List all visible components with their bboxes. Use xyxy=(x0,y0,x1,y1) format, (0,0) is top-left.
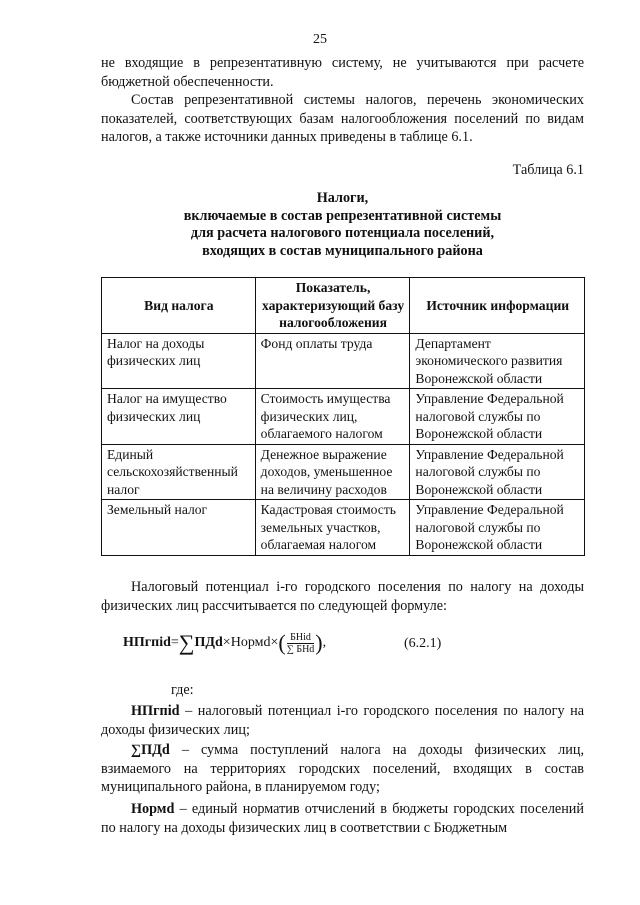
table-cell: Управление Федеральной налоговой службы по Воронежской области xyxy=(410,389,585,445)
table-row xyxy=(102,444,585,500)
definition-symbol: ∑ПДd xyxy=(131,742,170,758)
fraction-denominator: ∑ БНd xyxy=(286,643,315,655)
where-label: где: xyxy=(171,682,194,698)
table-cell: Налог на имущество физических лиц xyxy=(102,389,256,445)
table-cell: Кадастровая стоимость земельных участков, облагаемая налогом xyxy=(255,500,410,556)
definition-text: – налоговый потенциал i-го городского поселения по налогу на доходы физических лиц; xyxy=(101,703,584,738)
definition-text: – сумма поступлений налога на доходы физических лиц, взимаемого на территориях городских поселений, входящих в состав муниципального района, в планируемом году; xyxy=(101,742,584,795)
table-cell: Стоимость имущества физических лиц, облагаемого налогом xyxy=(255,389,410,445)
page-number: 25 xyxy=(313,32,327,47)
formula-intro: Налоговый потенциал i-го городского поселения по налогу на доходы физических лиц рассчитывается по следующей формуле: xyxy=(101,579,584,614)
formula-sum-pd: ПДd xyxy=(194,635,223,651)
definition-symbol: Нормd xyxy=(131,801,175,817)
table-row xyxy=(102,333,585,389)
definition-3 xyxy=(101,800,584,837)
tax-table xyxy=(101,277,585,556)
definition-symbol: НПгпid xyxy=(131,703,180,719)
table-cell: Фонд оплаты труда xyxy=(255,333,410,389)
paren-right: ) xyxy=(315,630,323,655)
table-cell: Денежное выражение доходов, уменьшенное на величину расходов xyxy=(255,444,410,500)
definition-text: – единый норматив отчислений в бюджеты городских поселений по налогу на доходы физических лиц в соответствии с Бюджетным xyxy=(101,801,584,836)
table-cell: Земельный налог xyxy=(102,500,256,556)
definition-1 xyxy=(101,702,584,739)
table-label: Таблица 6.1 xyxy=(512,162,584,178)
table-cell: Налог на доходы физических лиц xyxy=(102,333,256,389)
header-source: Источник информации xyxy=(410,278,585,334)
header-tax-type: Вид налога xyxy=(102,278,256,334)
fraction-numerator: БНid xyxy=(287,632,315,644)
table-cell: Управление Федеральной налоговой службы по Воронежской области xyxy=(410,500,585,556)
intro-paragraph-2: Состав репрезентативной системы налогов, перечень экономических показателей, соответствующих базам налогообложения поселений по видам налогов, а также источники данных приведены в таблице 6.1. xyxy=(101,92,584,145)
header-indicator: Показатель, характеризующий базу налогообложения xyxy=(255,278,410,334)
table-cell: Управление Федеральной налоговой службы по Воронежской области xyxy=(410,444,585,500)
paren-left: ( xyxy=(278,630,286,655)
table-title: Налоги, включаемые в состав репрезентативной системы для расчета налогового потенциала поселений, входящих в состав муниципального района xyxy=(183,190,502,259)
table-row xyxy=(102,389,585,445)
table-cell: Единый сельскохозяйственный налог xyxy=(102,444,256,500)
table-cell: Департамент экономического развития Воронежской области xyxy=(410,333,585,389)
formula-fraction xyxy=(287,632,315,655)
intro-paragraph-1: не входящие в репрезентативную систему, не учитываются при расчете бюджетной обеспеченности. xyxy=(101,55,584,90)
formula-6-2-1: НПгпid=∑ПДd×Нормd×( $\frac{\text{БНid}}{\text{∑ БНd}}$ ), xyxy=(123,630,327,655)
sum-symbol: ∑ xyxy=(178,630,195,655)
table-row xyxy=(102,500,585,556)
formula-number: (6.2.1) xyxy=(404,636,442,651)
formula-lhs: НПгпid xyxy=(123,635,171,651)
definition-2 xyxy=(101,741,584,797)
table-header-row xyxy=(102,278,585,334)
formula-norm: Нормd xyxy=(230,635,271,651)
